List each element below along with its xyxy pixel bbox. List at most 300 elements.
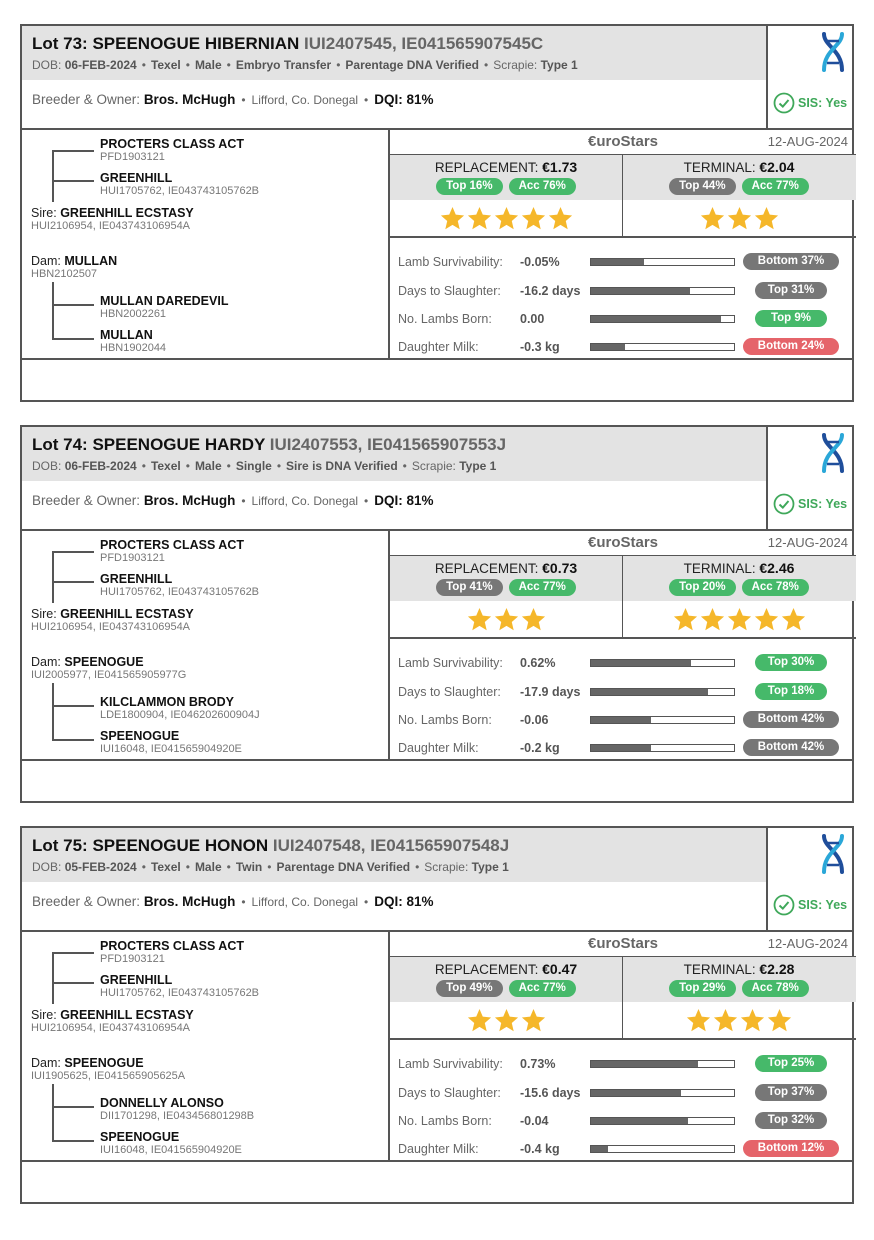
trait-percentile-bar [590, 744, 735, 752]
star-rating-row [390, 200, 856, 238]
trait-name: Daughter Milk: [398, 741, 479, 755]
eurostars-header [390, 130, 856, 154]
replacement-label-line [390, 560, 622, 576]
sire-sire-id: PFD1903121 [100, 953, 165, 965]
replacement-index [390, 155, 622, 201]
title-band [22, 26, 766, 80]
dna-status: Sire is DNA Verified [286, 459, 398, 473]
terminal-index [623, 957, 855, 1003]
lot-ids: IUI2407553, IE041565907553J [269, 435, 507, 454]
trait-row [390, 277, 856, 305]
trait-name: Daughter Milk: [398, 1142, 479, 1156]
trait-percentile-bar [590, 258, 735, 266]
sire-id: HUI2106954, IE043743106954A [31, 621, 191, 633]
dam-name: SPEENOGUE [64, 655, 144, 669]
birth-type: Twin [235, 860, 263, 874]
trait-name: Lamb Survivability: [398, 1057, 503, 1071]
dam-dam-name: SPEENOGUE [100, 729, 180, 743]
pedigree-line [52, 1106, 94, 1108]
separator-dot: • [226, 459, 231, 473]
check-circle-icon [773, 493, 795, 515]
trait-percentile-bar [590, 287, 735, 295]
separator-dot: • [364, 494, 369, 508]
index-divider [622, 154, 623, 238]
separator-dot: • [336, 58, 341, 72]
replacement-label: REPLACEMENT: [434, 962, 539, 977]
star-icon [672, 606, 699, 633]
index-divider [622, 555, 623, 639]
separator-dot: • [364, 93, 369, 107]
eurostars-title: €uroStars [587, 133, 659, 150]
sire [31, 206, 194, 220]
lot-header [22, 828, 852, 932]
replacement-rank-badge: Top 41% [436, 579, 502, 596]
replacement-accuracy-badge: Acc 77% [509, 980, 576, 997]
trait-row [390, 649, 856, 677]
lot-card [20, 826, 854, 1204]
trait-percentile-bar [590, 343, 735, 351]
replacement-stars [390, 601, 622, 637]
scrapie-value: Type 1 [540, 58, 578, 72]
dqi: DQI: 81% [374, 92, 434, 107]
lot-ids: IUI2407548, IE041565907548J [272, 836, 510, 855]
sire-sire-id: PFD1903121 [100, 151, 165, 163]
index-band [390, 555, 856, 601]
pedigree [22, 531, 388, 761]
eurostars-panel [388, 130, 854, 360]
pedigree-line [52, 982, 94, 984]
sire-id: HUI2106954, IE043743106954A [31, 1022, 191, 1034]
dam-name: MULLAN [64, 254, 118, 268]
trait-rank-badge: Top 9% [755, 310, 827, 327]
dam-dam-id: HBN1902044 [100, 342, 167, 354]
badge-cell [766, 26, 854, 128]
terminal-accuracy-badge: Acc 78% [742, 579, 809, 596]
trait-value: 0.62% [520, 656, 556, 670]
trait-value: -17.9 days [520, 685, 581, 699]
trait-percentile-fill [591, 288, 690, 294]
title-band [22, 427, 766, 481]
trait-rank-badge: Bottom 24% [743, 338, 839, 355]
trait-percentile-bar [590, 716, 735, 724]
dam-dam-name: MULLAN [100, 328, 153, 342]
sis-label: SIS: Yes [798, 96, 848, 110]
dob-label: DOB: [32, 459, 62, 473]
dna-helix-icon [818, 433, 848, 473]
terminal-label-line [623, 560, 855, 576]
trait-row [390, 678, 856, 706]
separator-dot: • [415, 860, 420, 874]
eurostars-date: 12-AUG-2024 [767, 134, 848, 149]
trait-name: Lamb Survivability: [398, 656, 503, 670]
separator-dot: • [185, 459, 190, 473]
trait-value: -0.4 kg [520, 1142, 560, 1156]
trait-rank-badge: Top 37% [755, 1084, 827, 1101]
sire-name: GREENHILL ECSTASY [60, 206, 194, 220]
dam-sire-id: LDE1800904, IE046202600904J [100, 709, 260, 721]
trait-value: -16.2 days [520, 284, 581, 298]
lot-notes-area [22, 1162, 852, 1202]
trait-rank-badge: Bottom 42% [743, 711, 839, 728]
terminal-stars [623, 200, 855, 236]
sire-dam-name: GREENHILL [100, 973, 173, 987]
dna-helix-icon [818, 32, 848, 72]
terminal-stars [623, 1002, 855, 1038]
separator-dot: • [141, 58, 146, 72]
trait-row [390, 1079, 856, 1107]
dam-sire-id: HBN2002261 [100, 308, 167, 320]
breeder-name: Bros. McHugh [143, 894, 236, 909]
lot-header [22, 427, 852, 531]
star-icon [699, 205, 726, 232]
trait-percentile-bar [590, 1117, 735, 1125]
lot-notes-area [22, 761, 852, 801]
star-icon [712, 1007, 739, 1034]
breed: Texel [150, 58, 181, 72]
scrapie-value: Type 1 [459, 459, 497, 473]
separator-dot: • [141, 459, 146, 473]
index-band [390, 956, 856, 1002]
sis-indicator [773, 894, 847, 916]
trait-percentile-fill [591, 660, 691, 666]
dam-sire-name: KILCLAMMON BRODY [100, 695, 235, 709]
trait-value: -0.3 kg [520, 340, 560, 354]
trait-row [390, 305, 856, 333]
sire-sire-name: PROCTERS CLASS ACT [100, 939, 244, 953]
trait-value: -0.05% [520, 255, 560, 269]
trait-row [390, 1107, 856, 1135]
lot-notes-area [22, 360, 852, 400]
pedigree-line [52, 551, 54, 603]
lot-card [20, 425, 854, 803]
dqi: DQI: 81% [374, 493, 434, 508]
sire [31, 607, 194, 621]
star-icon [780, 606, 807, 633]
dob-value: 06-FEB-2024 [64, 58, 137, 72]
lot-meta [32, 860, 756, 874]
lot-title-line [32, 836, 756, 856]
separator-dot: • [276, 459, 282, 473]
lot-title: Lot 73: SPEENOGUE HIBERNIAN [32, 34, 300, 53]
check-circle-icon [773, 92, 795, 114]
eurostars-date: 12-AUG-2024 [767, 535, 848, 550]
star-icon [547, 205, 574, 232]
pedigree-line [52, 180, 94, 182]
replacement-label-line [390, 159, 622, 175]
replacement-stars [390, 200, 622, 236]
terminal-label: TERMINAL: [683, 160, 756, 175]
terminal-value: €2.04 [759, 159, 795, 175]
terminal-label-line [623, 961, 855, 977]
dam-sire-id: DII1701298, IE043456801298B [100, 1110, 255, 1122]
terminal-value: €2.28 [759, 961, 795, 977]
trait-percentile-fill [591, 745, 651, 751]
terminal-value: €2.46 [759, 560, 795, 576]
pedigree-line [52, 739, 94, 741]
star-icon [520, 205, 547, 232]
scrapie-label: Scrapie: [424, 860, 469, 874]
dam-sire-name: MULLAN DAREDEVIL [100, 294, 229, 308]
lot-meta [32, 459, 756, 473]
pedigree-line [52, 1084, 54, 1142]
separator-dot: • [241, 895, 246, 909]
sire-dam-name: GREENHILL [100, 572, 173, 586]
breeder-line [32, 493, 434, 508]
trait-percentile-fill [591, 1061, 698, 1067]
trait-name: No. Lambs Born: [398, 713, 492, 727]
trait-percentile-fill [591, 344, 625, 350]
eurostars-header [390, 531, 856, 555]
trait-name: No. Lambs Born: [398, 312, 492, 326]
replacement-value: €0.47 [542, 961, 578, 977]
star-icon [726, 606, 753, 633]
breeder-line [32, 894, 434, 909]
sire-name: GREENHILL ECSTASY [60, 1008, 194, 1022]
sire-id: HUI2106954, IE043743106954A [31, 220, 191, 232]
pedigree-line [52, 581, 94, 583]
badge-cell [766, 427, 854, 529]
sire-dam-id: HUI1705762, IE043743105762B [100, 987, 260, 999]
separator-dot: • [185, 58, 190, 72]
replacement-index [390, 957, 622, 1003]
dam-sire-name: DONNELLY ALONSO [100, 1096, 224, 1110]
star-icon [699, 606, 726, 633]
breeder-location: Lifford, Co. Donegal [251, 895, 359, 909]
scrapie-label: Scrapie: [493, 58, 538, 72]
star-icon [739, 1007, 766, 1034]
trait-value: -15.6 days [520, 1086, 581, 1100]
trait-name: Lamb Survivability: [398, 255, 503, 269]
star-icon [466, 1007, 493, 1034]
trait-percentile-fill [591, 717, 651, 723]
sis-label: SIS: Yes [798, 898, 848, 912]
separator-dot: • [141, 860, 146, 874]
dob-value: 05-FEB-2024 [64, 860, 137, 874]
eurostars-date: 12-AUG-2024 [767, 936, 848, 951]
sire-dam-id: HUI1705762, IE043743105762B [100, 586, 260, 598]
trait-row [390, 248, 856, 276]
sire-name: GREENHILL ECSTASY [60, 607, 194, 621]
pedigree-line [52, 683, 54, 741]
eurostars-title: €uroStars [587, 935, 659, 952]
trait-value: -0.2 kg [520, 741, 560, 755]
separator-dot: • [226, 58, 231, 72]
sire-dam-id: HUI1705762, IE043743105762B [100, 185, 260, 197]
star-icon [466, 606, 493, 633]
eurostars-panel [388, 531, 854, 761]
breeder-name: Bros. McHugh [143, 493, 236, 508]
scrapie-value: Type 1 [471, 860, 509, 874]
sex: Male [194, 58, 222, 72]
lot-body [22, 531, 852, 761]
terminal-rank-badge: Top 20% [669, 579, 735, 596]
sex: Male [194, 860, 222, 874]
pedigree-line [52, 1140, 94, 1142]
trait-percentile-fill [591, 1090, 681, 1096]
trait-row [390, 333, 856, 361]
dna-status: Parentage DNA Verified [276, 860, 411, 874]
dam-label: Dam: [31, 1056, 61, 1070]
terminal-label-line [623, 159, 855, 175]
dob-label: DOB: [32, 58, 62, 72]
lot-meta [32, 58, 756, 72]
lot-title-line [32, 34, 756, 54]
lot-body [22, 932, 852, 1162]
lot-title: Lot 75: SPEENOGUE HONON [32, 836, 269, 855]
separator-dot: • [185, 860, 190, 874]
trait-percentile-fill [591, 689, 708, 695]
dna-status: Parentage DNA Verified [345, 58, 480, 72]
lot-title-line [32, 435, 756, 455]
replacement-accuracy-badge: Acc 77% [509, 579, 576, 596]
terminal-index [623, 556, 855, 602]
terminal-index [623, 155, 855, 201]
breed: Texel [150, 860, 181, 874]
dna-helix-icon [818, 834, 848, 874]
dam-id: HBN2102507 [31, 268, 98, 280]
separator-dot: • [402, 459, 407, 473]
star-icon [493, 606, 520, 633]
trait-row [390, 1135, 856, 1163]
star-icon [520, 606, 547, 633]
sis-label: SIS: Yes [798, 497, 848, 511]
sex: Male [194, 459, 222, 473]
sire-sire-name: PROCTERS CLASS ACT [100, 137, 244, 151]
pedigree [22, 130, 388, 360]
breeder-location: Lifford, Co. Donegal [251, 93, 359, 107]
separator-dot: • [267, 860, 272, 874]
pedigree-line [52, 338, 94, 340]
pedigree [22, 932, 388, 1162]
replacement-rank-badge: Top 49% [436, 980, 502, 997]
trait-name: Days to Slaughter: [398, 685, 501, 699]
star-icon [466, 205, 493, 232]
trait-value: -0.06 [520, 713, 549, 727]
replacement-rank-badge: Top 16% [436, 178, 502, 195]
sire [31, 1008, 194, 1022]
trait-rank-badge: Top 32% [755, 1112, 827, 1129]
trait-name: Days to Slaughter: [398, 1086, 501, 1100]
dam-dam-id: IUI16048, IE041565904920E [100, 743, 242, 755]
pedigree-line [52, 150, 94, 152]
dam [31, 1056, 144, 1070]
trait-row [390, 734, 856, 762]
badge-cell [766, 828, 854, 930]
index-divider [622, 956, 623, 1040]
star-rating-row [390, 601, 856, 639]
pedigree-line [52, 551, 94, 553]
trait-name: No. Lambs Born: [398, 1114, 492, 1128]
sire-label: Sire: [31, 607, 57, 621]
breeder-label: Breeder & Owner: [32, 92, 141, 107]
breeder-line [32, 92, 434, 107]
birth-type: Embryo Transfer [235, 58, 332, 72]
trait-value: 0.73% [520, 1057, 556, 1071]
sire-label: Sire: [31, 206, 57, 220]
trait-name: Days to Slaughter: [398, 284, 501, 298]
trait-percentile-bar [590, 1145, 735, 1153]
replacement-accuracy-badge: Acc 76% [509, 178, 576, 195]
trait-value: 0.00 [520, 312, 545, 326]
eurostars-header [390, 932, 856, 956]
trait-rank-badge: Bottom 12% [743, 1140, 839, 1157]
trait-percentile-fill [591, 259, 644, 265]
replacement-value: €1.73 [542, 159, 578, 175]
replacement-label: REPLACEMENT: [434, 160, 539, 175]
sire-sire-id: PFD1903121 [100, 552, 165, 564]
sire-sire-name: PROCTERS CLASS ACT [100, 538, 244, 552]
eurostars-title: €uroStars [587, 534, 659, 551]
trait-rank-badge: Top 31% [755, 282, 827, 299]
dam-dam-id: IUI16048, IE041565904920E [100, 1144, 242, 1156]
breeder-label: Breeder & Owner: [32, 493, 141, 508]
pedigree-line [52, 304, 94, 306]
trait-percentile-bar [590, 1060, 735, 1068]
star-icon [726, 205, 753, 232]
pedigree-line [52, 150, 54, 202]
dam [31, 655, 144, 669]
separator-dot: • [241, 93, 246, 107]
dob-label: DOB: [32, 860, 62, 874]
terminal-rank-badge: Top 29% [669, 980, 735, 997]
star-icon [520, 1007, 547, 1034]
replacement-label: REPLACEMENT: [434, 561, 539, 576]
dam-dam-name: SPEENOGUE [100, 1130, 180, 1144]
terminal-accuracy-badge: Acc 77% [742, 178, 809, 195]
trait-percentile-bar [590, 315, 735, 323]
sire-dam-name: GREENHILL [100, 171, 173, 185]
sis-indicator [773, 92, 847, 114]
eurostars-panel [388, 932, 854, 1162]
trait-row [390, 706, 856, 734]
replacement-index [390, 556, 622, 602]
separator-dot: • [241, 494, 246, 508]
star-icon [766, 1007, 793, 1034]
star-icon [439, 205, 466, 232]
dam-label: Dam: [31, 254, 61, 268]
separator-dot: • [484, 58, 489, 72]
terminal-label: TERMINAL: [683, 962, 756, 977]
lot-card [20, 24, 854, 402]
trait-row [390, 1050, 856, 1078]
sis-indicator [773, 493, 847, 515]
separator-dot: • [364, 895, 369, 909]
trait-value: -0.04 [520, 1114, 549, 1128]
birth-type: Single [235, 459, 272, 473]
star-rating-row [390, 1002, 856, 1040]
sire-label: Sire: [31, 1008, 57, 1022]
separator-dot: • [226, 860, 231, 874]
pedigree-line [52, 952, 94, 954]
index-band [390, 154, 856, 200]
lot-ids: IUI2407545, IE041565907545C [304, 34, 544, 53]
dob-value: 06-FEB-2024 [64, 459, 137, 473]
trait-rank-badge: Top 25% [755, 1055, 827, 1072]
trait-percentile-bar [590, 1089, 735, 1097]
trait-rank-badge: Bottom 42% [743, 739, 839, 756]
lot-header [22, 26, 852, 130]
trait-percentile-fill [591, 1118, 688, 1124]
trait-rank-badge: Top 30% [755, 654, 827, 671]
trait-rank-badge: Bottom 37% [743, 253, 839, 270]
terminal-label: TERMINAL: [683, 561, 756, 576]
star-icon [753, 205, 780, 232]
scrapie-label: Scrapie: [411, 459, 456, 473]
trait-name: Daughter Milk: [398, 340, 479, 354]
replacement-stars [390, 1002, 622, 1038]
trait-percentile-fill [591, 1146, 608, 1152]
breeder-name: Bros. McHugh [143, 92, 236, 107]
